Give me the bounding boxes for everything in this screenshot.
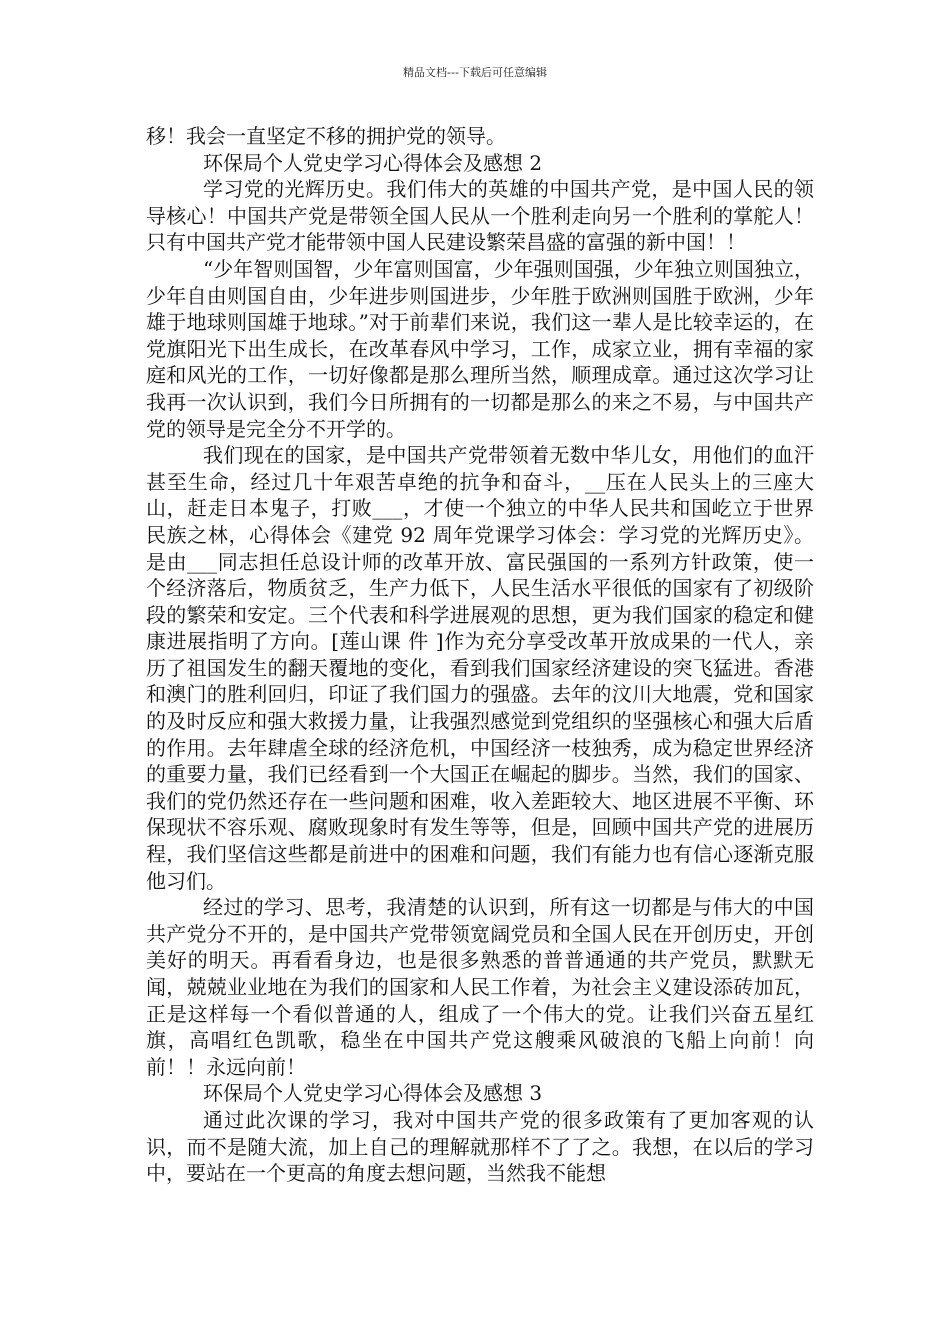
- continuation-text: 移！我会一直坚定不移的拥护党的领导。: [146, 124, 506, 148]
- body-paragraph: “少年智则国智，少年富则国富，少年强则国强，少年独立则国独立，少年自由则国自由，少年进步则国进步，少年胜于欧洲则国胜于欧洲，少年雄于地球则国雄于地球。”对于前辈们来说，我们这一辈人是比较幸运的，在党旗阳光下出生成长，在改革春风中学习，工作，成家立业，拥有幸福的家庭和风光的工作，一切好像都是那么理所当然，顺理成章。通过这次学习让我再一次认识到，我们今日所拥有的一切都是那么的来之不易，与中国共产党的领导是完全分不开学的。: [146, 256, 814, 441]
- section-heading: 环保局个人党史学习心得体会及感想 3: [203, 1081, 543, 1106]
- section-heading: 环保局个人党史学习心得体会及感想 2: [203, 150, 543, 175]
- page-header: 精品文档---下载后可任意编辑: [403, 66, 547, 79]
- body-paragraph: 学习党的光辉历史。我们伟大的英雄的中国共产党，是中国人民的领导核心！中国共产党是带领全国人民从一个胜利走向另一个胜利的掌舵人！只有中国共产党才能带领中国人民建设繁荣昌盛的富强的新中国！！: [146, 177, 814, 255]
- body-paragraph: 我们现在的国家，是中国共产党带领着无数中华儿女，用他们的血汗甚至生命，经过几十年艰苦卓绝的抗争和奋斗，__压在人民头上的三座大山，赶走日本鬼子，打败___，才使一个独立的中华人民共和国屹立于世界民族之林，心得体会《建党 92 周年党课学习体会：学习党的光辉历史》。是由___同志担任总设计师的改革开放、富民强国的一系列方针政策，使一个经济落后，物质贫乏，生产力低下，人民生活水平很低的国家有了初级阶段的繁荣和安定。三个代表和科学进展观的思想，更为我们国家的稳定和健康进展指明了方向。[莲山课 件 ]作为充分享受改革开放成果的一代人，亲历了祖国发生的翻天覆地的变化，看到我们国家经济建设的突飞猛进。香港和澳门的胜利回归，印证了我们国力的强盛。去年的汶川大地震，党和国家的及时反应和强大救援力量，让我强烈感觉到党组织的坚强核心和强大后盾的作用。去年肆虐全球的经济危机，中国经济一枝独秀，成为稳定世界经济的重要力量，我们已经看到一个大国正在崛起的脚步。当然，我们的国家、我们的党仍然还存在一些问题和困难，收入差距较大、地区进展不平衡、环保现状不容乐观、腐败现象时有发生等等，但是，回顾中国共产党的进展历程，我们坚信这些都是前进中的困难和问题，我们有能力也有信心逐渐克服他习们。: [146, 443, 814, 893]
- body-paragraph: 经过的学习、思考，我清楚的认识到，所有这一切都是与伟大的中国共产党分不开的，是中国共产党带领宽阔党员和全国人民在开创历史，开创美好的明天。再看看身边，也是很多熟悉的普普通通的共产党员，默默无闻，兢兢业业地在为我们的国家和人民工作着，为社会主义建设添砖加瓦，正是这样每一个看似普通的人，组成了一个伟大的党。让我们兴奋五星红旗，高唱红色凯歌，稳坐在中国共产党这艘乘风破浪的飞船上向前！向前！！永远向前！: [146, 895, 814, 1079]
- document-body: [146, 123, 814, 1187]
- body-paragraph: 通过此次课的学习，我对中国共产党的很多政策有了更加客观的认识，而不是随大流，加上自己的理解就那样不了了之。我想，在以后的学习中，要站在一个更高的角度去想问题，当然我不能想: [146, 1107, 814, 1186]
